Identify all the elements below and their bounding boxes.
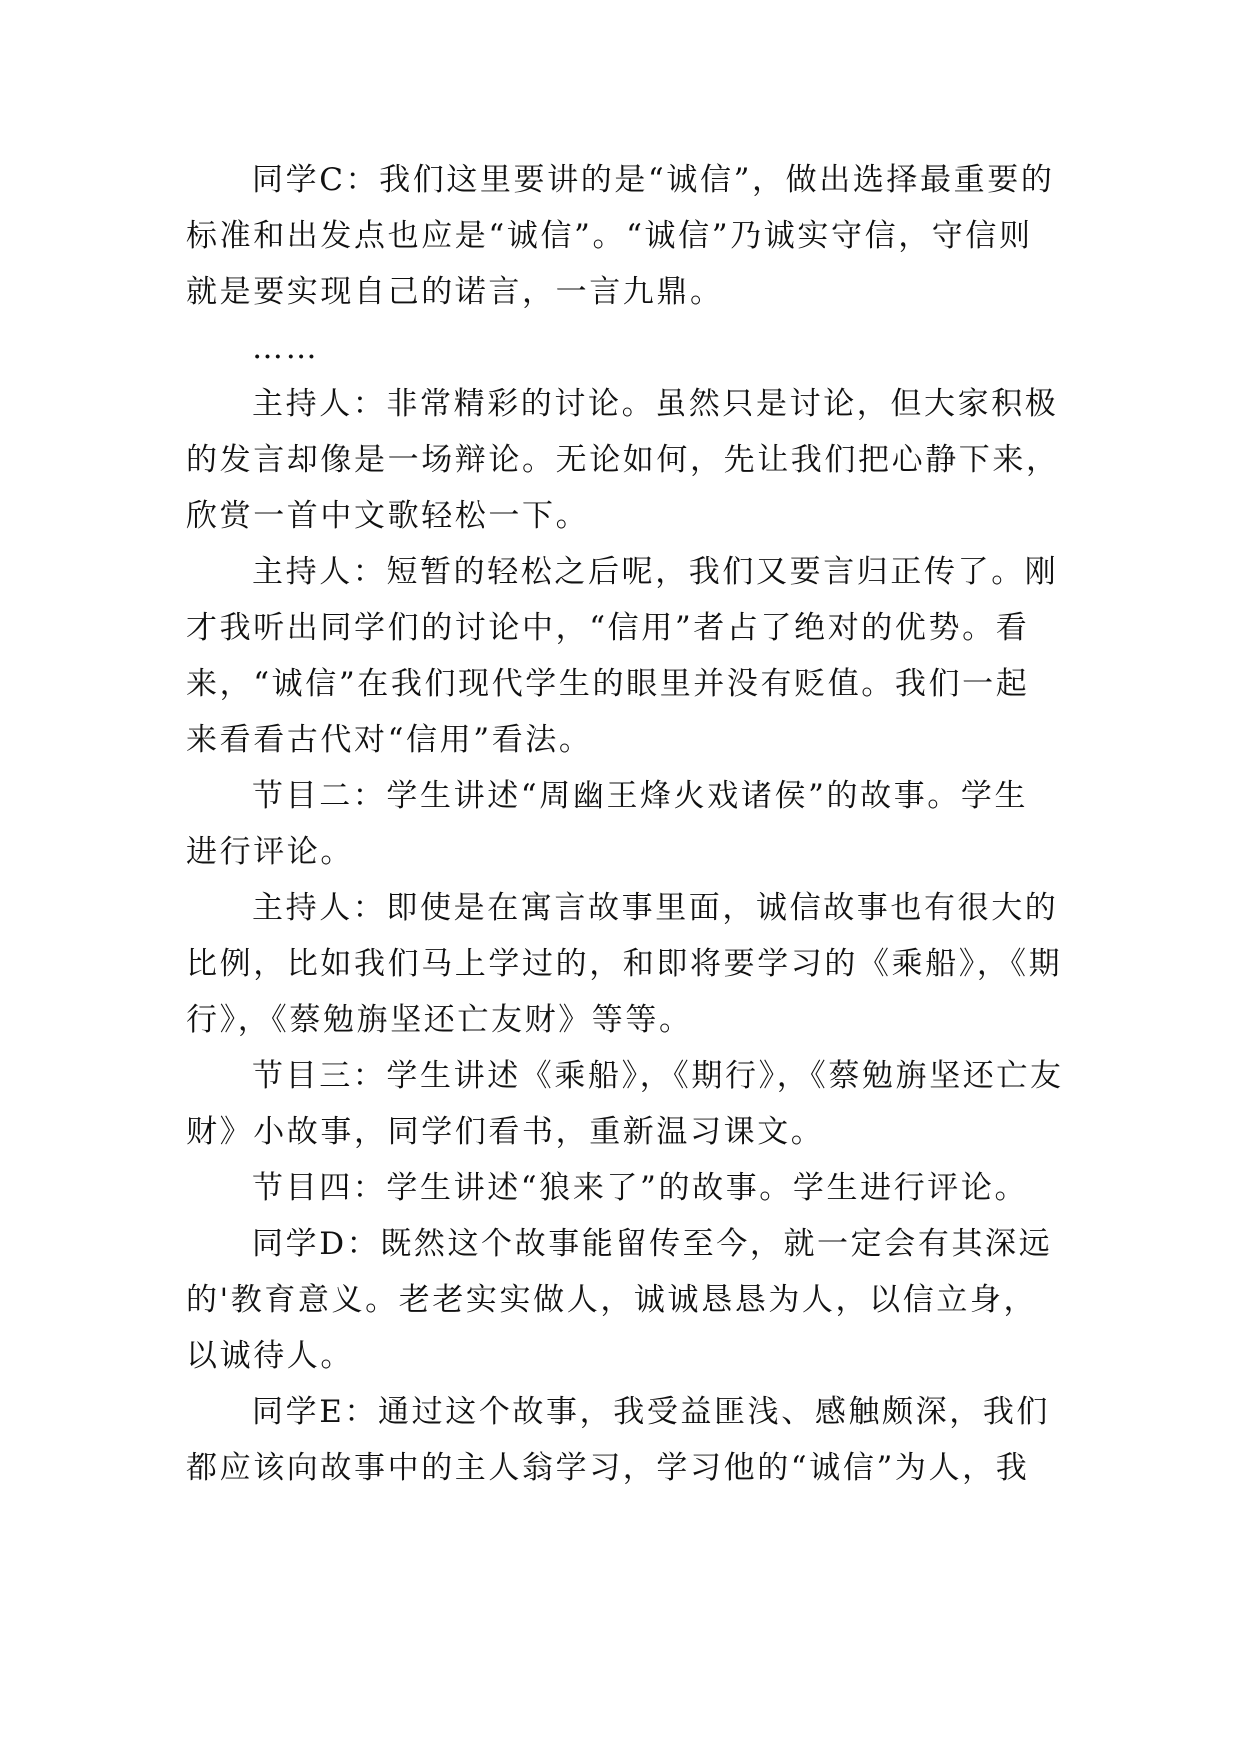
text-line: 的发言却像是一场辩论。无论如何，先让我们把心静下来，	[186, 442, 1060, 478]
text-line: 主持人：非常精彩的讨论。虽然只是讨论，但大家积极	[252, 386, 1059, 422]
text-line: 比例，比如我们马上学过的，和即将要学习的《乘船》，《期	[186, 946, 1063, 982]
text-line: 节目四：学生讲述“狼来了”的故事。学生进行评论。	[252, 1170, 1029, 1206]
text-line: 同学C：我们这里要讲的是“诚信”，做出选择最重要的	[252, 162, 1055, 198]
text-line: 主持人：短暂的轻松之后呢，我们又要言归正传了。刚	[252, 554, 1059, 590]
text-line: 欣赏一首中文歌轻松一下。	[186, 498, 590, 534]
text-line: 同学D：既然这个故事能留传至今，就一定会有其深远	[252, 1226, 1053, 1262]
text-line: 行》，《蔡勉旃坚还亡友财》等等。	[186, 1002, 693, 1038]
ellipsis-line: ……	[252, 330, 320, 366]
text-line: 标准和出发点也应是“诚信”。“诚信”乃诚实守信，守信则	[186, 218, 1033, 254]
text-line: 主持人：即使是在寓言故事里面，诚信故事也有很大的	[252, 890, 1059, 926]
text-line: 节目二：学生讲述“周幽王烽火戏诸侯”的故事。学生	[252, 778, 1029, 814]
text-line: 才我听出同学们的讨论中，“信用”者占了绝对的优势。看	[186, 610, 1030, 646]
text-line: 节目三：学生讲述《乘船》，《期行》，《蔡勉旃坚还亡友	[252, 1058, 1064, 1094]
text-line: 来，“诚信”在我们现代学生的眼里并没有贬值。我们一起	[186, 666, 1030, 702]
text-line: 财》小故事，同学们看书，重新温习课文。	[186, 1114, 825, 1150]
text-line: 同学E：通过这个故事，我受益匪浅、感触颇深，我们	[252, 1394, 1051, 1430]
text-line: 以诚待人。	[186, 1338, 354, 1374]
text-line: 都应该向故事中的主人翁学习，学习他的“诚信”为人，我	[186, 1450, 1030, 1486]
text-line: 的'教育意义。老老实实做人，诚诚恳恳为人，以信立身，	[186, 1282, 1038, 1318]
text-line: 就是要实现自己的诺言，一言九鼎。	[186, 274, 724, 310]
text-line: 进行评论。	[186, 834, 354, 870]
text-line: 来看看古代对“信用”看法。	[186, 722, 593, 758]
